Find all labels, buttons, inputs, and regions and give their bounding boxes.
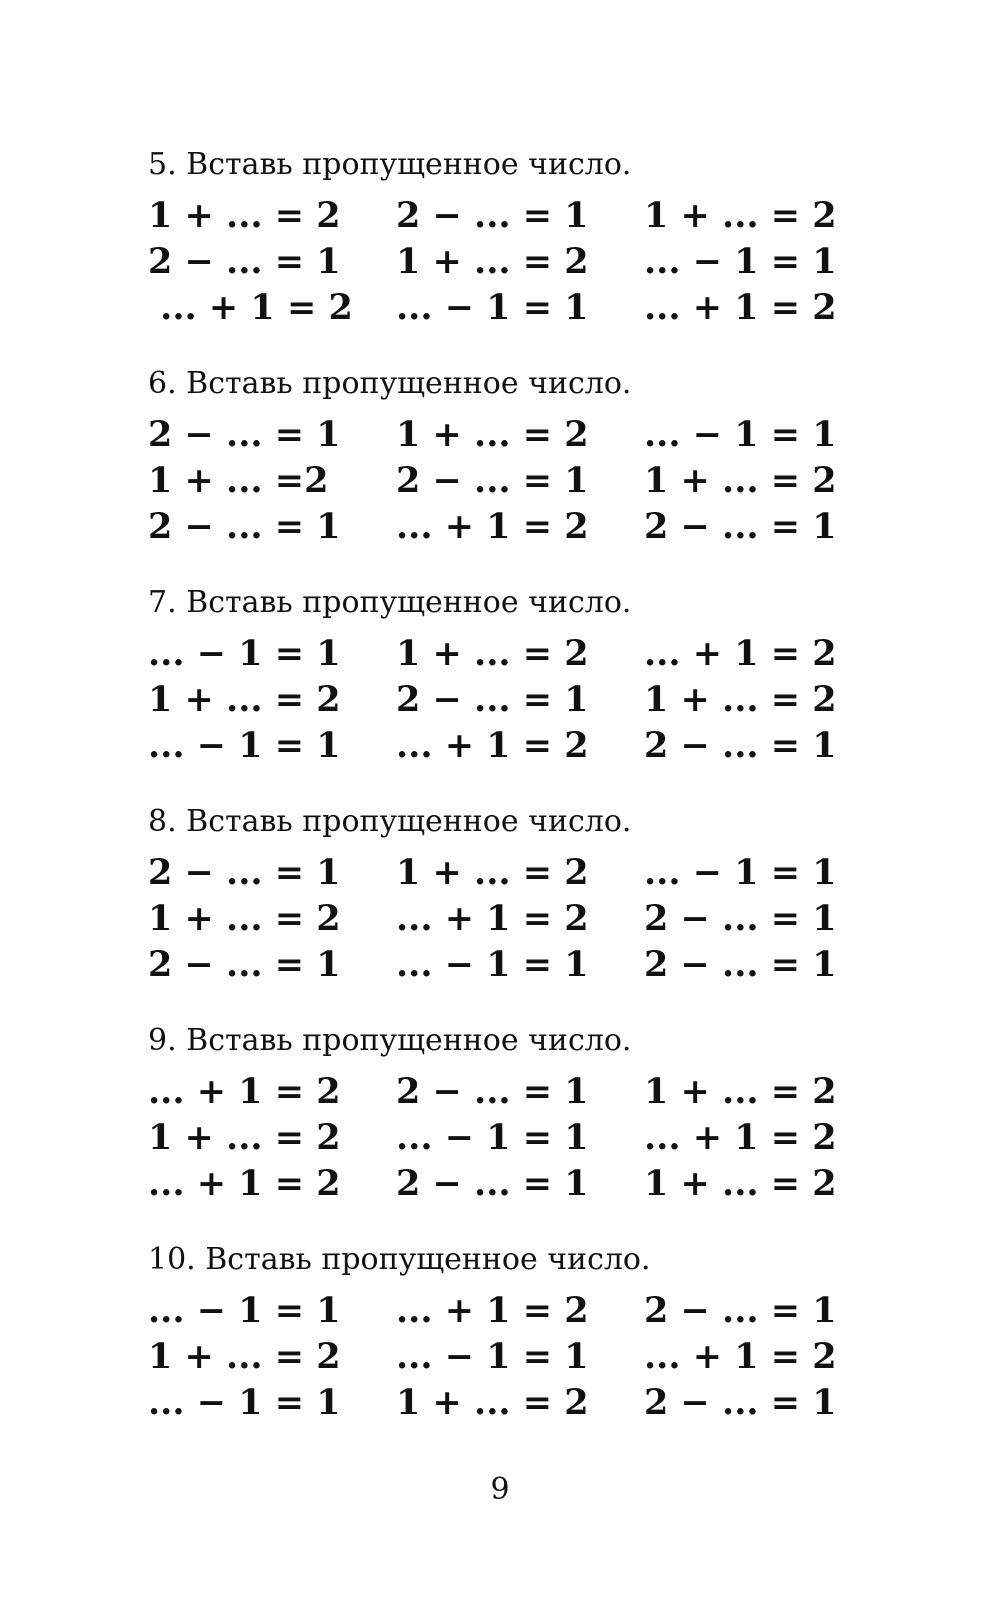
equation: 1 + ... = 2	[644, 1071, 837, 1112]
equation: 2 − ... = 1	[396, 460, 589, 501]
equation: 2 − ... = 1	[644, 506, 837, 547]
equation: ... − 1 = 1	[396, 1117, 589, 1158]
equation: 1 + ... = 2	[148, 195, 341, 236]
exercise-number: 6.	[148, 366, 177, 401]
equation: 1 + ... = 2	[644, 195, 837, 236]
equation: 2 − ... = 1	[644, 944, 837, 985]
equation: 2 − ... = 1	[148, 414, 341, 455]
exercise-title	[148, 364, 868, 412]
equation: 2 − ... = 1	[396, 195, 589, 236]
equation: ... − 1 = 1	[396, 287, 589, 328]
problem-grid	[148, 1288, 868, 1426]
equation: ... − 1 = 1	[148, 633, 341, 674]
equation: ... + 1 = 2	[148, 1071, 341, 1112]
equation: 2 − ... = 1	[644, 898, 837, 939]
equation: 1 + ... = 2	[644, 460, 837, 501]
equation: 1 + ... =2	[148, 460, 329, 501]
problem-grid	[148, 631, 868, 769]
worksheet-page	[148, 145, 868, 1459]
equation: 2 − ... = 1	[396, 1163, 589, 1204]
equation: 2 − ... = 1	[644, 1382, 837, 1423]
equation: ... − 1 = 1	[644, 241, 837, 282]
exercise-title	[148, 1021, 868, 1069]
equation: 2 − ... = 1	[148, 506, 341, 547]
equation: 1 + ... = 2	[148, 1117, 341, 1158]
exercise-instruction: Вставь пропущенное число.	[186, 804, 632, 839]
equation: 1 + ... = 2	[148, 1336, 341, 1377]
problem-grid	[148, 850, 868, 988]
equation: 1 + ... = 2	[396, 414, 589, 455]
problem-grid	[148, 412, 868, 550]
exercise-instruction: Вставь пропущенное число.	[186, 585, 632, 620]
equation: ... − 1 = 1	[148, 1290, 341, 1331]
equation: ... − 1 = 1	[644, 414, 837, 455]
equation: 2 − ... = 1	[644, 1290, 837, 1331]
page-number: 9	[490, 1472, 510, 1507]
equation: ... + 1 = 2	[396, 506, 589, 547]
equation: 2 − ... = 1	[644, 725, 837, 766]
problem-grid	[148, 1069, 868, 1207]
equation: ... + 1 = 2	[644, 1117, 837, 1158]
exercise-9	[148, 1021, 868, 1240]
equation: ... + 1 = 2	[396, 725, 589, 766]
exercise-10	[148, 1240, 868, 1459]
exercise-8	[148, 802, 868, 1021]
equation: ... + 1 = 2	[644, 633, 837, 674]
exercise-instruction: Вставь пропущенное число.	[186, 366, 632, 401]
equation: ... − 1 = 1	[644, 852, 837, 893]
exercise-number: 8.	[148, 804, 177, 839]
exercise-instruction: Вставь пропущенное число.	[186, 1023, 632, 1058]
equation: ... − 1 = 1	[396, 944, 589, 985]
exercise-title	[148, 802, 868, 850]
exercise-title	[148, 583, 868, 631]
equation: ... + 1 = 2	[148, 287, 353, 328]
equation: 2 − ... = 1	[148, 241, 341, 282]
exercise-number: 5.	[148, 147, 177, 182]
exercise-number: 7.	[148, 585, 177, 620]
exercise-instruction: Вставь пропущенное число.	[186, 147, 632, 182]
equation: 1 + ... = 2	[396, 1382, 589, 1423]
equation: 1 + ... = 2	[644, 1163, 837, 1204]
equation: ... + 1 = 2	[644, 1336, 837, 1377]
equation: 2 − ... = 1	[148, 852, 341, 893]
equation: 1 + ... = 2	[396, 633, 589, 674]
equation: ... − 1 = 1	[396, 1336, 589, 1377]
exercise-5	[148, 145, 868, 364]
equation: 1 + ... = 2	[396, 852, 589, 893]
equation: 2 − ... = 1	[148, 944, 341, 985]
equation: ... + 1 = 2	[148, 1163, 341, 1204]
equation: ... + 1 = 2	[396, 1290, 589, 1331]
equation: 1 + ... = 2	[396, 241, 589, 282]
exercise-instruction: Вставь пропущенное число.	[205, 1242, 651, 1277]
equation: 2 − ... = 1	[396, 679, 589, 720]
equation: ... − 1 = 1	[148, 1382, 341, 1423]
equation: 1 + ... = 2	[644, 679, 837, 720]
exercise-7	[148, 583, 868, 802]
equation: ... + 1 = 2	[644, 287, 837, 328]
exercise-number: 10.	[148, 1242, 196, 1277]
exercise-6	[148, 364, 868, 583]
problem-grid	[148, 193, 868, 331]
equation: 1 + ... = 2	[148, 898, 341, 939]
equation: 1 + ... = 2	[148, 679, 341, 720]
equation: 2 − ... = 1	[396, 1071, 589, 1112]
exercise-title	[148, 145, 868, 193]
exercise-number: 9.	[148, 1023, 177, 1058]
equation: ... − 1 = 1	[148, 725, 341, 766]
exercise-title	[148, 1240, 868, 1288]
equation: ... + 1 = 2	[396, 898, 589, 939]
